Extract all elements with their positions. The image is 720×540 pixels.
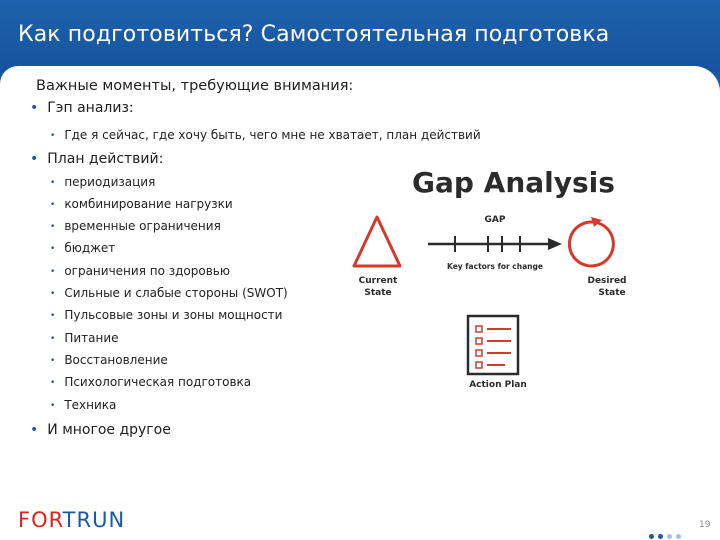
bullet-dot: •: [30, 151, 39, 167]
bullet-dot: •: [50, 289, 56, 299]
diagram-title: Gap Analysis: [412, 166, 615, 199]
bullet-dot: •: [50, 222, 56, 232]
sub-bullet-text: периодизация: [64, 175, 156, 189]
sub-bullet: [50, 308, 282, 322]
bullet-dot: •: [50, 311, 56, 321]
sub-bullet-text: Техника: [64, 398, 117, 412]
logo-part-1: FOR: [18, 508, 63, 532]
sub-bullet: [50, 286, 288, 300]
sub-bullet: [50, 219, 221, 233]
progress-dot: [658, 534, 663, 539]
bullet-label: План действий:: [47, 151, 164, 167]
bullet-dot: •: [50, 131, 56, 141]
section-heading: Важные моменты, требующие внимания:: [36, 78, 354, 94]
sub-bullet: [50, 128, 481, 142]
progress-dot: [649, 534, 654, 539]
sub-bullet-text: Сильные и слабые стороны (SWOT): [64, 286, 288, 300]
fortrun-logo: [18, 508, 125, 532]
sub-bullet-text: бюджет: [64, 241, 116, 255]
bullet-dot: •: [50, 244, 56, 254]
progress-dot: [667, 534, 672, 539]
progress-dots: [649, 524, 685, 540]
bullet-dot: •: [50, 401, 56, 411]
action-plan-checklist-icon: [468, 316, 518, 374]
bullet-action-plan: [30, 151, 163, 167]
gap-label: GAP: [484, 215, 506, 225]
bullet-label: И многое другое: [47, 422, 171, 438]
bullet-dot: •: [30, 100, 39, 116]
arrow-caption: Key factors for change: [447, 262, 543, 271]
bullet-dot: •: [50, 334, 56, 344]
sub-bullet: [50, 353, 168, 367]
bullet-dot: •: [50, 378, 56, 388]
bullet-dot: •: [30, 422, 39, 438]
circle-arrow-head-icon: [591, 217, 602, 227]
sub-bullet-text: Пульсовые зоны и зоны мощности: [64, 308, 283, 322]
sub-bullet: [50, 375, 251, 389]
bullet-more: [30, 422, 171, 438]
sub-bullet: [50, 197, 233, 211]
sub-bullet-text: Психологическая подготовка: [64, 375, 252, 389]
progress-dot: [676, 534, 681, 539]
bullet-gap-analysis: [30, 100, 134, 116]
sub-bullet-text: Питание: [64, 331, 119, 345]
logo-part-2: TRUN: [62, 508, 126, 532]
sub-bullet-text: Восстановление: [64, 353, 168, 367]
bullet-dot: •: [50, 178, 56, 188]
gap-arrow-head-icon: [548, 238, 562, 250]
bullet-dot: •: [50, 356, 56, 366]
sub-bullet: [50, 175, 155, 189]
slide-title: Как подготовиться? Самостоятельная подготовка: [18, 22, 610, 47]
sub-bullet: [50, 398, 116, 412]
current-state-label-2: State: [364, 288, 392, 298]
bullet-dot: •: [50, 267, 56, 277]
page-number: 19: [699, 520, 711, 530]
desired-state-circle-icon: [569, 222, 613, 266]
current-state-triangle-icon: [354, 217, 400, 266]
sub-bullet: [50, 241, 115, 255]
gap-analysis-diagram: [340, 160, 630, 400]
sub-bullet-text: временные ограничения: [64, 219, 221, 233]
desired-state-label-2: State: [598, 288, 626, 298]
bullet-label: Гэп анализ:: [47, 100, 134, 116]
sub-bullet: [50, 264, 230, 278]
sub-bullet-text: Где я сейчас, где хочу быть, чего мне не хватает, план действий: [64, 128, 481, 142]
action-plan-label: Action Plan: [469, 380, 527, 390]
bullet-dot: •: [50, 200, 56, 210]
sub-bullet: [50, 331, 119, 345]
desired-state-label-1: Desired: [587, 276, 627, 286]
sub-bullet-text: ограничения по здоровью: [64, 264, 230, 278]
sub-bullet-text: комбинирование нагрузки: [64, 197, 233, 211]
current-state-label-1: Current: [358, 276, 398, 286]
